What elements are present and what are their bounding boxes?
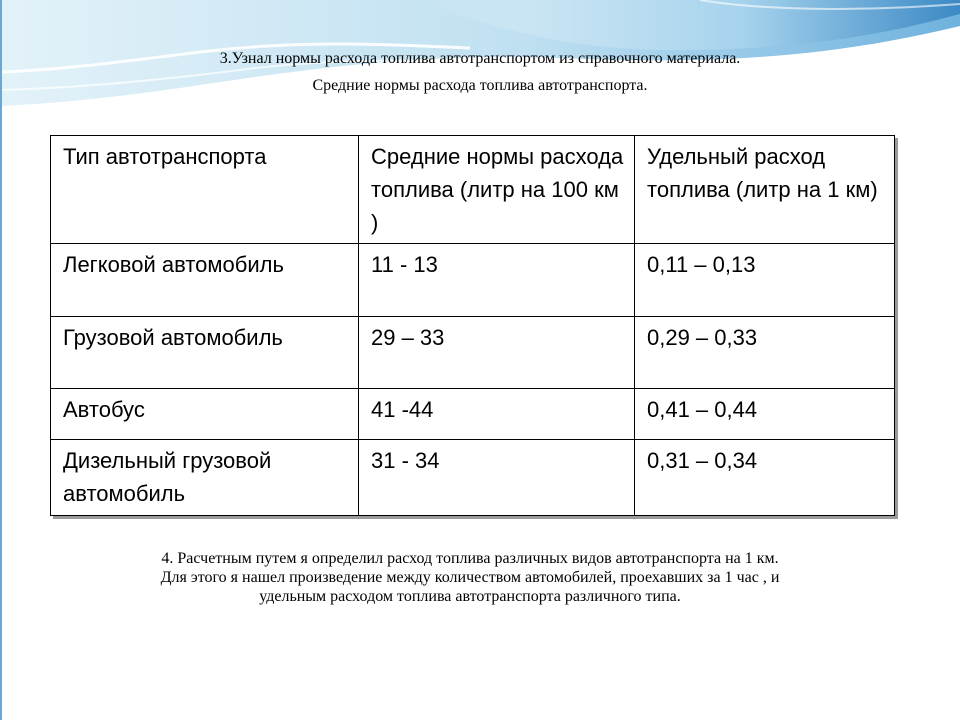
footer-line-2: Для этого я нашел произведение между количеством автомобилей, проехавших за 1 час , и — [160, 569, 780, 586]
header-average-consumption: Средние нормы расхода топлива (литр на 100 км ) — [359, 136, 635, 244]
table-row — [51, 389, 895, 440]
table-header-row — [51, 136, 895, 244]
footer-paragraph — [40, 549, 900, 606]
cell-vehicle-type: Грузовой автомобиль — [51, 317, 359, 389]
footer-line-3: удельным расходом топлива автотранспорта различного типа. — [259, 588, 681, 605]
table-row — [51, 440, 895, 516]
heading-line-1: 3.Узнал нормы расхода топлива автотранспортом из справочного материала. — [219, 50, 741, 67]
cell-vehicle-type: Легковой автомобиль — [51, 244, 359, 317]
cell-specific-consumption: 0,41 – 0,44 — [635, 389, 895, 440]
cell-average-consumption: 31 - 34 — [359, 440, 635, 516]
header-vehicle-type: Тип автотранспорта — [51, 136, 359, 244]
table-row — [51, 244, 895, 317]
cell-specific-consumption: 0,31 – 0,34 — [635, 440, 895, 516]
footer-line-1: 4. Расчетным путем я определил расход топлива различных видов автотранспорта на 1 км. — [161, 550, 779, 567]
heading-line-2: Средние нормы расхода топлива автотранспорта. — [312, 77, 648, 94]
cell-vehicle-type: Дизельный грузовой автомобиль — [51, 440, 359, 516]
table-row — [51, 317, 895, 389]
left-border-line — [0, 0, 2, 720]
cell-average-consumption: 11 - 13 — [359, 244, 635, 317]
cell-vehicle-type: Автобус — [51, 389, 359, 440]
cell-specific-consumption: 0,29 – 0,33 — [635, 317, 895, 389]
header-specific-consumption: Удельный расход топлива (литр на 1 км) — [635, 136, 895, 244]
fuel-consumption-table — [50, 135, 895, 516]
cell-average-consumption: 29 – 33 — [359, 317, 635, 389]
cell-average-consumption: 41 -44 — [359, 389, 635, 440]
cell-specific-consumption: 0,11 – 0,13 — [635, 244, 895, 317]
